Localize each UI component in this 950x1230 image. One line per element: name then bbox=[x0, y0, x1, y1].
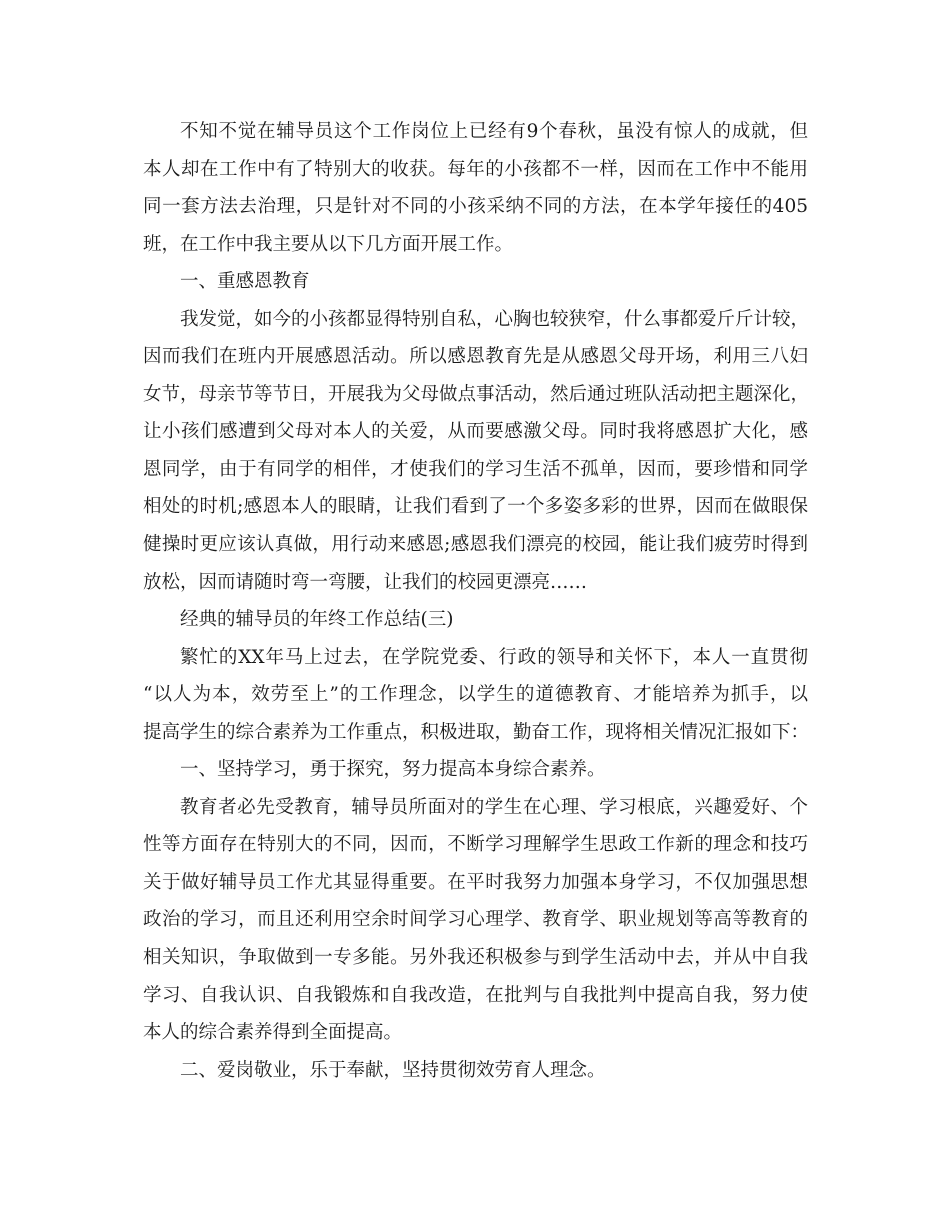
paragraph-line: 本人的综合素养得到全面提高。 bbox=[143, 1022, 403, 1044]
paragraph-first-line: 二、爱岗敬业，乐于奉献，坚持贯彻效劳育人理念。 bbox=[180, 1059, 606, 1081]
paragraph-line: 相处的时机;感恩本人的眼睛，让我们看到了一个多姿多彩的世界，因而在做眼保 bbox=[143, 496, 808, 518]
paragraph-line: 相关知识，争取做到一专多能。另外我还积极参与到学生活动中去，并从中自我 bbox=[143, 947, 808, 969]
paragraph-line: 政治的学习，而且还利用空余时间学习心理学、教育学、职业规划等高等教育的 bbox=[143, 909, 808, 931]
paragraph-first-line: 繁忙的XX年马上过去，在学院党委、行政的领导和关怀下，本人一直贯彻 bbox=[180, 646, 808, 668]
paragraph-line: 提高学生的综合素养为工作重点，积极进取，勤奋工作，现将相关情况汇报如下： bbox=[143, 721, 810, 743]
paragraph-line: 同一套方法去治理，只是针对不同的小孩采纳不同的方法，在本学年接任的405 bbox=[143, 196, 808, 218]
paragraph-line: 放松，因而请随时弯一弯腰，让我们的校园更漂亮…… bbox=[143, 571, 588, 593]
paragraph-line: 关于做好辅导员工作尤其显得重要。在平时我努力加强本身学习，不仅加强思想 bbox=[143, 871, 808, 893]
paragraph-first-line: 不知不觉在辅导员这个工作岗位上已经有9个春秋，虽没有惊人的成就，但 bbox=[180, 121, 808, 142]
paragraph-line: 性等方面存在特别大的不同，因而，不断学习理解学生思政工作新的理念和技巧 bbox=[143, 834, 808, 856]
paragraph-first-line: 教育者必先受教育，辅导员所面对的学生在心理、学习根底，兴趣爱好、个 bbox=[180, 796, 808, 818]
paragraph-first-line: 一、重感恩教育 bbox=[180, 271, 310, 293]
paragraph-first-line: 我发觉，如今的小孩都显得特别自私，心胸也较狭窄，什么事都爱斤斤计较， bbox=[180, 308, 810, 330]
paragraph-line: 健操时更应该认真做，用行动来感恩;感恩我们漂亮的校园，能让我们疲劳时得到 bbox=[143, 534, 808, 556]
paragraph-line: 本人却在工作中有了特别大的收获。每年的小孩都不一样，因而在工作中不能用 bbox=[143, 158, 808, 180]
paragraph-line: 因而我们在班内开展感恩活动。所以感恩教育先是从感恩父母开场，利用三八妇 bbox=[143, 346, 808, 368]
paragraph-line: “以人为本，效劳至上”的工作理念，以学生的道德教育、才能培养为抓手，以 bbox=[143, 684, 808, 706]
document-body bbox=[143, 113, 808, 1089]
paragraph-line: 恩同学，由于有同学的相伴，才使我们的学习生活不孤单，因而，要珍惜和同学 bbox=[143, 458, 808, 480]
paragraph-line: 学习、自我认识、自我锻炼和自我改造，在批判与自我批判中提高自我，努力使 bbox=[143, 984, 808, 1006]
paragraph-line: 让小孩们感遭到父母对本人的关爱，从而要感激父母。同时我将感恩扩大化，感 bbox=[143, 421, 808, 443]
paragraph-line: 班，在工作中我主要从以下几方面开展工作。 bbox=[143, 233, 514, 255]
paragraph-first-line: 一、坚持学习，勇于探究，努力提高本身综合素养。 bbox=[180, 759, 606, 781]
paragraph-first-line: 经典的辅导员的年终工作总结(三) bbox=[180, 609, 454, 631]
paragraph-line: 女节，母亲节等节日，开展我为父母做点事活动，然后通过班队活动把主题深化， bbox=[143, 383, 810, 405]
